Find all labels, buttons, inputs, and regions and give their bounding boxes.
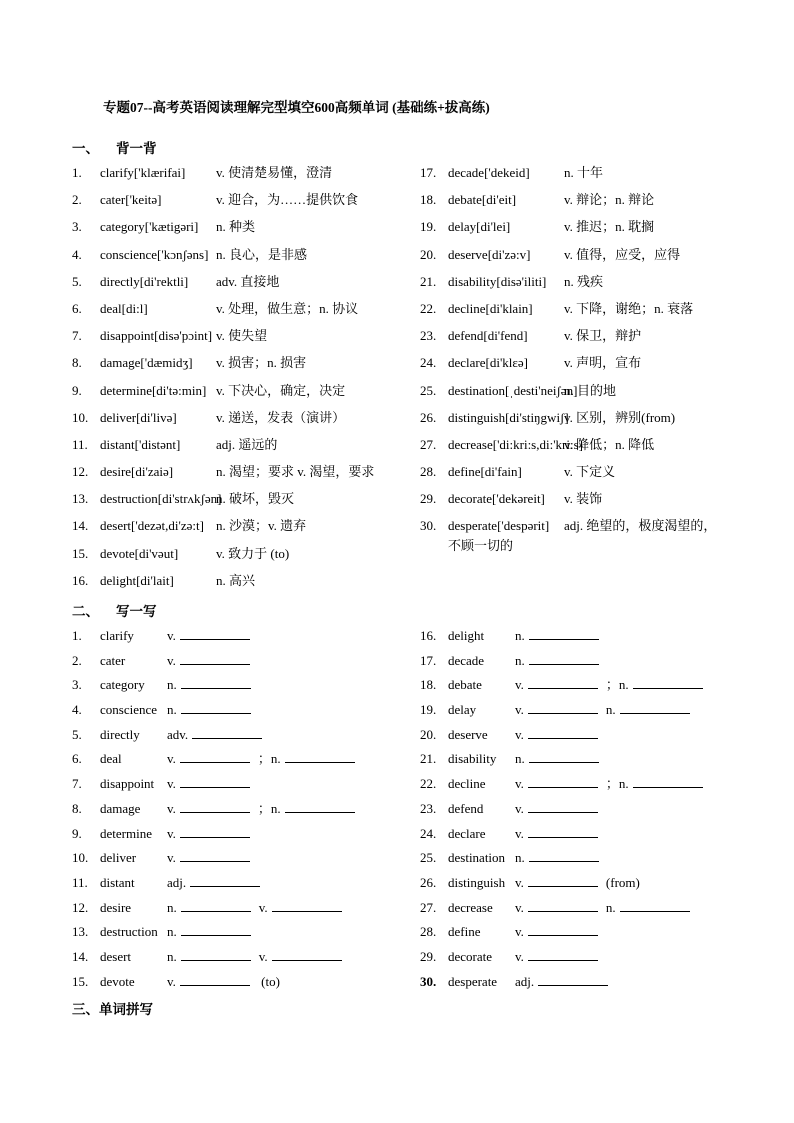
answer-blank[interactable] <box>180 652 250 665</box>
item-number: 23. <box>420 328 437 344</box>
word-meaning: n. 十年 <box>564 165 604 180</box>
part-of-speech-label: v. <box>515 899 524 915</box>
word: clarify <box>100 628 134 643</box>
answer-blank[interactable] <box>528 726 598 739</box>
word-meaning: v. 处理，做生意；n. 协议 <box>216 300 359 316</box>
word-phonetic: desire[di'zaiə] <box>100 464 174 480</box>
word-meaning: v. 致力于 (to) <box>216 545 290 561</box>
answer-blank[interactable] <box>180 800 250 813</box>
item-number: 4. <box>72 702 82 718</box>
item-number: 28. <box>420 464 437 480</box>
answer-row <box>167 726 270 743</box>
part-of-speech-label: v. <box>515 677 524 693</box>
item-number: 30. <box>420 518 437 534</box>
answer-row <box>167 948 350 965</box>
item-number: 2. <box>72 192 82 208</box>
item-number: 27. <box>420 899 437 915</box>
item-number: 19. <box>420 219 437 235</box>
answer-blank[interactable] <box>633 775 703 788</box>
answer-row <box>515 775 711 792</box>
answer-row <box>167 825 258 842</box>
part-of-speech-label: ；n. <box>257 800 281 816</box>
item-number: 22. <box>420 300 437 316</box>
word-phonetic: decrease['di:kri:s,di:'kri:s] <box>448 436 584 452</box>
word-phonetic: decade['dekeid] <box>448 165 530 180</box>
word-phonetic: disability[disə'iliti] <box>448 273 547 289</box>
word-phonetic: directly[di'rektli] <box>100 273 189 289</box>
part-of-speech-label: (from) <box>605 874 640 890</box>
word: cater <box>100 652 126 668</box>
item-number: 23. <box>420 800 437 816</box>
item-number: 29. <box>420 948 437 964</box>
word-meaning: adj. 遥远的 <box>216 436 278 452</box>
item-number: 24. <box>420 825 437 841</box>
word-phonetic: declare[di'klɛə] <box>448 355 528 371</box>
answer-blank[interactable] <box>181 701 251 714</box>
item-number: 14. <box>72 948 89 964</box>
part-of-speech-label: (to) <box>257 973 280 989</box>
word: declare <box>448 825 486 841</box>
answer-blank[interactable] <box>285 750 355 763</box>
answer-row <box>167 775 258 792</box>
word-meaning: v. 装饰 <box>564 491 603 507</box>
part-of-speech-label: adj. <box>515 973 535 989</box>
word-phonetic: deal[di:l] <box>100 300 148 316</box>
item-number: 4. <box>72 246 82 262</box>
item-number: 12. <box>72 899 89 915</box>
part-of-speech-label: ；n. <box>605 677 629 693</box>
word-meaning: n. 种类 <box>216 219 256 235</box>
item-number: 26. <box>420 409 437 425</box>
word: disappoint <box>100 776 155 792</box>
item-number: 29. <box>420 491 437 507</box>
item-number: 5. <box>72 726 82 742</box>
section-heading-write: 二、 写一写 <box>72 604 157 619</box>
answer-blank[interactable] <box>192 726 262 739</box>
word-meaning: v. 区别，辨别(from) <box>564 409 676 425</box>
word-phonetic: delay[di'lei] <box>448 219 511 235</box>
part-of-speech-label: v. <box>167 652 176 668</box>
item-number: 2. <box>72 652 82 668</box>
word: destruction <box>100 924 158 940</box>
answer-blank[interactable] <box>181 899 251 912</box>
item-number: 7. <box>72 328 82 344</box>
part-of-speech-label: v. <box>167 628 176 643</box>
item-number: 3. <box>72 219 82 235</box>
answer-row <box>515 726 606 743</box>
word: desert <box>100 948 132 964</box>
item-number: 13. <box>72 924 89 940</box>
word: damage <box>100 800 141 816</box>
answer-row <box>167 676 259 693</box>
word-meaning: v. 推迟；n. 耽搁 <box>564 219 655 235</box>
word: destination <box>448 850 506 866</box>
word-phonetic: determine[di'tə:min] <box>100 382 207 398</box>
word-phonetic: distinguish[di'stiŋgwiʃ] <box>448 409 569 425</box>
word: decrease <box>448 899 493 915</box>
part-of-speech-label: n. <box>515 628 525 643</box>
page-title: 专题07--高考英语阅读理解完型填空600高频单词 (基础练+拔高练) <box>103 100 490 115</box>
word-meaning: v. 值得，应受，应得 <box>564 246 681 262</box>
word: distant <box>100 874 135 890</box>
answer-blank[interactable] <box>528 948 598 961</box>
answer-blank[interactable] <box>529 652 599 665</box>
part-of-speech-label: adj. <box>167 874 187 890</box>
item-number: 20. <box>420 726 437 742</box>
word: decade <box>448 652 485 668</box>
word-meaning: v. 下降，谢绝；n. 衰落 <box>564 300 694 316</box>
word-phonetic: clarify['klærifai] <box>100 165 186 180</box>
answer-row <box>515 825 606 842</box>
part-of-speech-label: v. <box>167 751 176 767</box>
item-number: 20. <box>420 246 437 262</box>
answer-blank[interactable] <box>528 775 598 788</box>
item-number: 12. <box>72 464 89 480</box>
item-number: 18. <box>420 677 437 693</box>
item-number: 28. <box>420 924 437 940</box>
word: desire <box>100 899 132 915</box>
item-number: 10. <box>72 850 89 866</box>
answer-row <box>167 899 350 916</box>
word-phonetic: decorate['dekəreit] <box>448 491 545 507</box>
part-of-speech-label: ；n. <box>605 776 629 792</box>
part-of-speech-label: v. <box>167 776 176 792</box>
item-number: 16. <box>72 572 89 588</box>
word: delay <box>448 702 477 718</box>
word: deal <box>100 751 122 767</box>
answer-blank[interactable] <box>180 627 250 640</box>
answer-row <box>167 874 268 891</box>
answer-blank[interactable] <box>528 899 598 912</box>
answer-blank[interactable] <box>528 701 598 714</box>
answer-row <box>515 701 698 718</box>
section-heading-spelling: 三、单词拼写 <box>72 1002 153 1017</box>
word-phonetic: desperate['despərit] <box>448 518 550 534</box>
word-phonetic: defend[di'fend] <box>448 328 528 344</box>
word-meaning: v. 下定义 <box>564 464 616 480</box>
word: debate <box>448 677 482 693</box>
answer-row <box>515 676 711 693</box>
word-meaning: v. 损害；n. 损害 <box>216 355 307 371</box>
section-heading-memorize: 一、 背一背 <box>72 141 157 156</box>
word: decorate <box>448 948 493 964</box>
answer-blank[interactable] <box>528 825 598 838</box>
answer-row <box>515 750 607 767</box>
word-meaning: n. 沙漠；v. 遗弃 <box>216 518 307 534</box>
item-number: 8. <box>72 800 82 816</box>
word-meaning: n. 目的地 <box>564 382 617 398</box>
answer-row <box>515 973 616 990</box>
answer-row <box>167 701 259 718</box>
word-meaning: v. 递送，发表（演讲） <box>216 409 346 425</box>
answer-blank[interactable] <box>620 899 690 912</box>
item-number: 27. <box>420 436 437 452</box>
part-of-speech-label: v. <box>515 924 524 940</box>
item-number: 19. <box>420 702 437 718</box>
answer-blank[interactable] <box>180 775 250 788</box>
word-meaning-continued: 不顾一切的 <box>448 538 514 554</box>
answer-blank[interactable] <box>620 701 690 714</box>
word: desperate <box>448 973 498 989</box>
word: define <box>448 924 481 940</box>
part-of-speech-label: v. <box>515 800 524 816</box>
item-number: 25. <box>420 850 437 866</box>
word-phonetic: devote[di'vəut] <box>100 545 179 561</box>
answer-blank[interactable] <box>538 973 608 986</box>
word: determine <box>100 825 152 841</box>
item-number: 11. <box>72 874 88 890</box>
item-number: 9. <box>72 382 82 398</box>
part-of-speech-label: v. <box>515 776 524 792</box>
answer-row <box>515 652 607 669</box>
word: deliver <box>100 850 137 866</box>
word-phonetic: debate[di'eit] <box>448 192 517 208</box>
part-of-speech-label: v. <box>167 850 176 866</box>
word-phonetic: deserve[di'zə:v] <box>448 246 531 262</box>
part-of-speech-label: n. <box>167 702 177 718</box>
item-number: 26. <box>420 874 437 890</box>
word-meaning: v. 降低；n. 降低 <box>564 436 655 452</box>
answer-blank[interactable] <box>528 923 598 936</box>
item-number: 9. <box>72 825 82 841</box>
item-number: 5. <box>72 273 82 289</box>
word-meaning: n. 良心，是非感 <box>216 246 308 262</box>
answer-blank[interactable] <box>181 948 251 961</box>
answer-blank[interactable] <box>528 800 598 813</box>
part-of-speech-label: v. <box>515 726 524 742</box>
item-number: 17. <box>420 165 437 180</box>
part-of-speech-label: v. <box>515 948 524 964</box>
word: devote <box>100 973 135 989</box>
answer-row <box>515 948 606 965</box>
word-phonetic: desert['dezət,di'zə:t] <box>100 518 204 534</box>
part-of-speech-label: v. <box>515 874 524 890</box>
item-number: 7. <box>72 776 82 792</box>
item-number: 17. <box>420 652 437 668</box>
word-meaning: adv. 直接地 <box>216 273 280 289</box>
answer-blank[interactable] <box>272 948 342 961</box>
item-number: 30. <box>420 973 437 989</box>
word: deserve <box>448 726 488 742</box>
item-number: 14. <box>72 518 89 534</box>
word: defend <box>448 800 484 816</box>
answer-row <box>167 652 258 669</box>
word-meaning: v. 下决心，确定，决定 <box>216 382 346 398</box>
answer-blank[interactable] <box>529 750 599 763</box>
word: directly <box>100 726 140 742</box>
part-of-speech-label: n. <box>167 899 177 915</box>
part-of-speech-label: n. <box>515 652 525 668</box>
word-phonetic: distant['distənt] <box>100 436 181 452</box>
part-of-speech-label: v. <box>167 973 176 989</box>
item-number: 21. <box>420 751 437 767</box>
part-of-speech-label: v. <box>167 825 176 841</box>
item-number: 6. <box>72 300 82 316</box>
answer-blank[interactable] <box>285 800 355 813</box>
word: distinguish <box>448 874 506 890</box>
word-phonetic: define[di'fain] <box>448 464 522 480</box>
word: conscience <box>100 702 158 718</box>
word-phonetic: damage['dæmidʒ] <box>100 355 193 371</box>
answer-row <box>515 800 606 817</box>
answer-row <box>167 973 284 990</box>
item-number: 15. <box>72 973 89 989</box>
word-meaning: v. 使清楚易懂，澄清 <box>216 165 333 180</box>
word: category <box>100 677 145 693</box>
word-phonetic: delight[di'lait] <box>100 572 174 588</box>
item-number: 15. <box>72 545 89 561</box>
word-meaning: v. 保卫，辩护 <box>564 328 642 344</box>
answer-blank[interactable] <box>180 973 250 986</box>
word-meaning: n. 残疾 <box>564 273 604 289</box>
part-of-speech-label: n. <box>167 924 177 940</box>
part-of-speech-label: adv. <box>167 726 189 742</box>
word: disability <box>448 751 497 767</box>
item-number: 18. <box>420 192 437 208</box>
item-number: 1. <box>72 165 82 180</box>
word: delight <box>448 628 485 643</box>
part-of-speech-label: n. <box>515 751 525 767</box>
word-meaning: n. 破坏，毁灭 <box>216 491 295 507</box>
part-of-speech-label: ；n. <box>257 751 281 767</box>
word-meaning: adj. 绝望的，极度渴望的， <box>564 518 717 534</box>
item-number: 22. <box>420 776 437 792</box>
word-meaning: v. 辩论；n. 辩论 <box>564 192 655 208</box>
part-of-speech-label: v. <box>515 702 524 718</box>
word-meaning: n. 高兴 <box>216 572 256 588</box>
answer-row <box>515 627 607 644</box>
word-phonetic: destination[ˌdesti'neiʃən] <box>448 382 578 398</box>
item-number: 11. <box>72 436 88 452</box>
part-of-speech-label: v. <box>167 800 176 816</box>
answer-row <box>515 849 607 866</box>
item-number: 21. <box>420 273 437 289</box>
answer-row <box>515 874 644 891</box>
answer-blank[interactable] <box>190 874 260 887</box>
item-number: 1. <box>72 628 82 643</box>
part-of-speech-label: v. <box>258 899 268 915</box>
part-of-speech-label: n. <box>167 948 177 964</box>
word-phonetic: disappoint[disə'pɔint] <box>100 328 213 344</box>
answer-row <box>515 899 698 916</box>
answer-blank[interactable] <box>181 923 251 936</box>
word-phonetic: conscience['kɔnʃəns] <box>100 246 209 262</box>
word-meaning: v. 迎合，为……提供饮食 <box>216 192 359 208</box>
answer-blank[interactable] <box>180 825 250 838</box>
item-number: 24. <box>420 355 437 371</box>
answer-blank[interactable] <box>272 899 342 912</box>
word-phonetic: decline[di'klain] <box>448 300 533 316</box>
word-phonetic: category['kætigəri] <box>100 219 199 235</box>
word-phonetic: destruction[di'strʌkʃən] <box>100 491 222 507</box>
part-of-speech-label: n. <box>605 702 616 718</box>
answer-blank[interactable] <box>528 874 598 887</box>
answer-blank[interactable] <box>181 676 251 689</box>
word-meaning: n. 渴望；要求 v. 渴望，要求 <box>216 464 375 480</box>
item-number: 6. <box>72 751 82 767</box>
answer-blank[interactable] <box>529 627 599 640</box>
part-of-speech-label: v. <box>515 825 524 841</box>
answer-row <box>167 627 258 644</box>
answer-row <box>167 800 363 817</box>
part-of-speech-label: n. <box>605 899 616 915</box>
part-of-speech-label: n. <box>167 677 177 693</box>
answer-blank[interactable] <box>180 750 250 763</box>
word-meaning: v. 使失望 <box>216 328 268 344</box>
item-number: 16. <box>420 628 437 643</box>
word: decline <box>448 776 486 792</box>
answer-row <box>167 923 259 940</box>
item-number: 10. <box>72 409 89 425</box>
answer-blank[interactable] <box>529 849 599 862</box>
answer-row <box>167 849 258 866</box>
answer-row <box>167 750 363 767</box>
item-number: 8. <box>72 355 82 371</box>
word-phonetic: cater['keitə] <box>100 192 162 208</box>
answer-blank[interactable] <box>528 676 598 689</box>
item-number: 3. <box>72 677 82 693</box>
word-phonetic: deliver[di'livə] <box>100 409 177 425</box>
item-number: 25. <box>420 382 437 398</box>
word-meaning: v. 声明，宣布 <box>564 355 642 371</box>
answer-row <box>515 923 606 940</box>
answer-blank[interactable] <box>633 676 703 689</box>
part-of-speech-label: v. <box>258 948 268 964</box>
answer-blank[interactable] <box>180 849 250 862</box>
item-number: 13. <box>72 491 89 507</box>
part-of-speech-label: n. <box>515 850 525 866</box>
